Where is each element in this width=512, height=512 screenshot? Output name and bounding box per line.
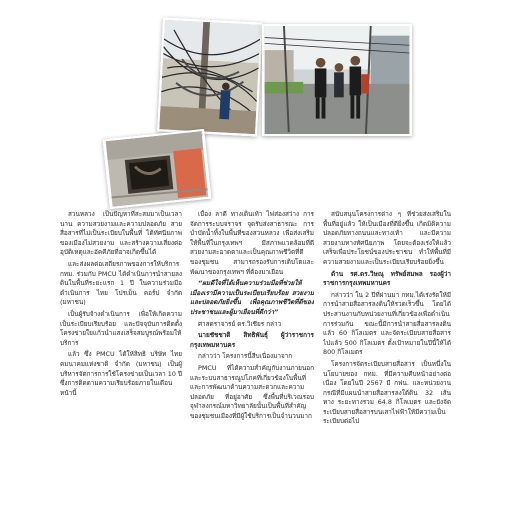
drain-photo-illustration	[105, 131, 209, 207]
column2-paragraph-1: เบื้อง ลาดี ทางเดินเท้า ไฟส่องสว่าง การจัดการระบบจราจร จุดรับส่งสาธารณะ การบำบัดน้ำทิ้งในพื้นที่ของสวนหลวง เพื่อส่งเสริมให้พื้นที่ในกรุงเทพฯ มีสภาพแวดล้อมที่ดี สวยงามสะอาดตาและเป็นคุณภาพชีวิตที่ดีของชุมชน สามารถรองรับการเติบโตและพัฒนาของกรุงเทพฯ ที่ต้องมาเยือน	[190, 210, 314, 276]
column1-paragraph-1: สวนหลวง เป็นปัญหาที่สะสมมาเป็นเวลานาน ความสวยงามและความปลอดภัย สายสื่อสารที่ไม่เป็นระเบียบในพื้นที่ ได้ทัศนียภาพของเมืองไม่สวยงาม และสร้างความเสี่ยงต่ออุบัติเหตุและอัคคีภัยที่อาจเกิดขึ้นได้	[60, 210, 182, 257]
wires-photo-illustration	[159, 20, 261, 135]
photo-officials-walking	[262, 24, 412, 136]
photo-utility-pole-wires	[157, 17, 263, 136]
official-name-tail: กล่าวว่า โครงการนี้สืบเนื่องมาจาก	[198, 352, 293, 361]
article-column-1	[60, 210, 182, 512]
column3-paragraph-3: โครงการจัดระเบียบสายสื่อสาร เป็นหนึ่งในนโยบายของ กทม. ที่มีความคืบหน้าอย่างต่อเนื่อง โดยในปี 2567 มี กฟน. และหน่วยงานกรณีที่มีแผนนำสายสื่อสารลงใต้ดิน 32 เส้นทาง ระยะทางรวม 64.8 กิโลเมตร และยังจัดระเบียบสายสื่อสารบนเสาไฟฟ้าให้มีความเป็นระเบียบต่อไป	[323, 359, 451, 426]
officials-photo-illustration	[264, 26, 410, 134]
official-name-title: นายชัชชาติ สิทธิพันธุ์ ผู้ว่าราชการกรุงเทพมหานคร	[190, 331, 314, 349]
pull-quote: “ผมดีใจที่ได้เห็นความร่วมมือที่ช่วยให้เมืองเรามีความเป็นระเบียบเรียบร้อย สวยงามและปลอดภัยยิ่งขึ้น เพื่อคุณภาพชีวิตที่ดีของประชาชนและผู้มาเยือนที่ดีกว่า”	[190, 279, 314, 316]
column1-paragraph-4: แล้ว ซึ่ง PMCU ได้ให้สิทธิ บริษัท ไทยคมนาคมแห่งชาติ จำกัด (มหาชน) เป็นผู้บริหารจัดการการใช้โครงข่ายเป็นเวลา 10 ปี ซึ่งการติดตามความเรียบร้อยภายในเดือนหน้านี้	[60, 350, 182, 397]
photo-open-drain	[103, 129, 212, 209]
photo-caption: ด้าน รศ.ดร.วิษณุ ทรัพย์สมพล รองผู้ว่าราชการกรุงเทพมหานคร	[323, 269, 451, 288]
column2-paragraph-2: PMCU ที่ได้ความสำคัญกับงานภายนอกและระบบสาธารณูปโภคที่เกี่ยวข้องในพื้นที่ และการพัฒนาด้านความสะดวกและความปลอดภัย ที่อยู่อาศัย ซึ่งพื้นที่บริเวณรอบจุฬาลงกรณ์มหาวิทยาลัยนั้นเป็นพื้นที่สำคัญ ของชุมชนเมืองที่มีผู้ใช้บริการเป็นจำนวนมาก	[190, 363, 314, 420]
article-column-3	[323, 210, 451, 512]
pull-quote-attribution: ศาสตราจารย์ ดร.วิเชียร กล่าว	[198, 319, 282, 328]
column3-paragraph-1: สนับสนุนโครงการต่าง ๆ ที่ช่วยส่งเสริมในพื้นที่อยู่แล้ว ให้เป็นเมืองที่ดียิ่งขึ้น เกิดมิติความปลอดภัยทางถนนและทางเท้า และมีความสวยงามทางทัศนียภาพ โดยจะต้องเร่งให้แล้วเสร็จเพื่อประโยชน์ของประชาชน ทำให้พื้นที่มีความสวยงามและเป็นระเบียบเรียบร้อยยิ่งขึ้น	[323, 210, 451, 266]
column1-paragraph-3: เป็นผู้รับจ้างดำเนินการ เพื่อให้เกิดความเป็นระเบียบเรียบร้อย และปัจจุบันการติดตั้งโครงข่ายใยแก้วนำแสงเสร็จสมบูรณ์พร้อมให้บริการ	[60, 309, 182, 347]
article-column-2	[190, 210, 314, 512]
column3-paragraph-2: กล่าวว่า ใน 2 ปีที่ผ่านมา กทม.ได้เร่งรัดให้มีการนำสายสื่อสารลงดินให้รวดเร็วขึ้น โดยได้ประสานงานกับหน่วยงานที่เกี่ยวข้องเพื่อดำเนินการร่วมกัน ขณะนี้มีการนำสายสื่อสารลงดินแล้ว 60 กิโลเมตร และจัดระเบียบสายสื่อสารไปแล้ว 500 กิโลเมตร ตั้งเป้าหมายในปีนี้ให้ได้ 800 กิโลเมตร	[323, 290, 451, 357]
column1-paragraph-2: และส่งผลต่อเสถียรภาพของการให้บริการ กทม. ร่วมกับ PMCU ได้ดำเนินการนำสายลงดินในพื้นที่ระยะแรก 1 ปี ในความร่วมมือดำเนินการ ไทย โปรเม็น คอร์ป จำกัด (มหาชน)	[60, 259, 182, 307]
